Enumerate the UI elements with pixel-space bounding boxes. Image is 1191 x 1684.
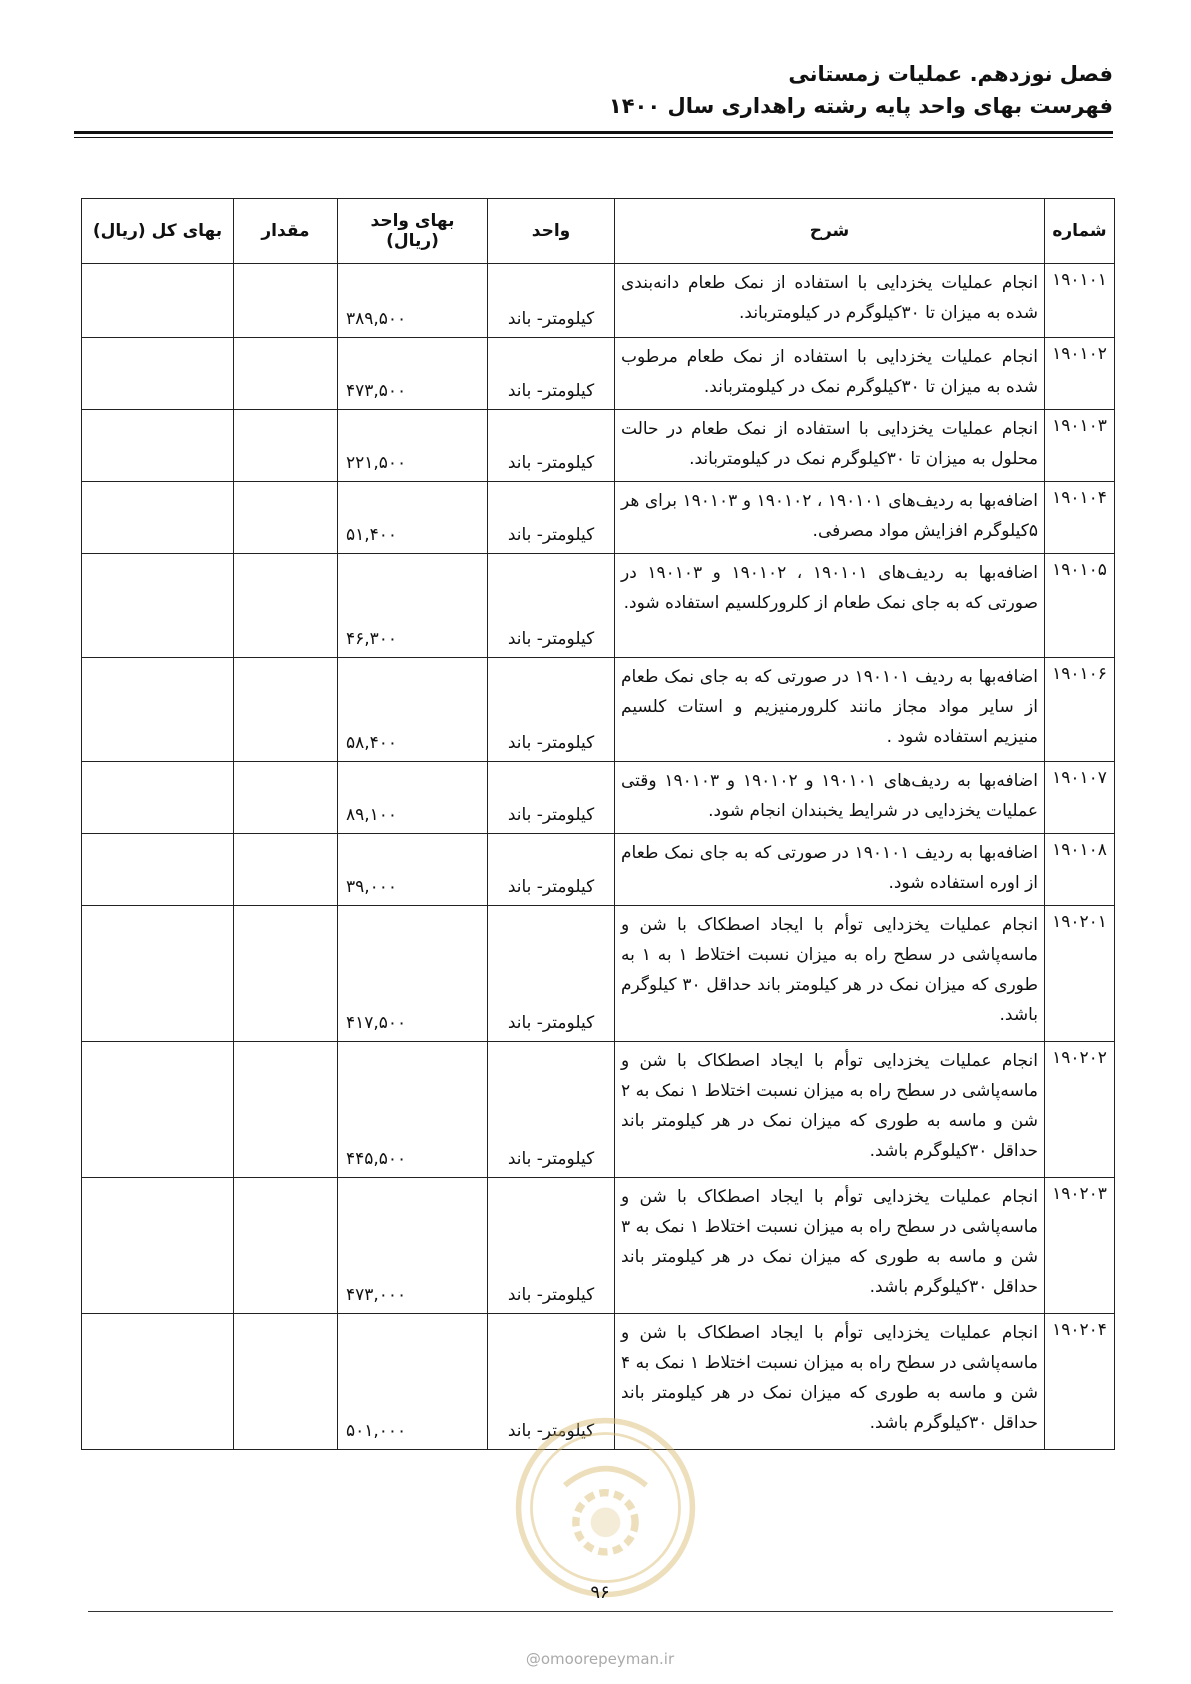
- row-total-price: [82, 338, 234, 410]
- table-row: [82, 264, 1115, 338]
- row-total-price: [82, 264, 234, 338]
- row-code: ۱۹۰۱۰۳: [1045, 410, 1115, 482]
- row-unit-price: ۵۰۱,۰۰۰: [338, 1314, 488, 1450]
- table-row: [82, 1042, 1115, 1178]
- header-unit: واحد: [488, 199, 615, 264]
- header-rule-thick: [74, 131, 1113, 134]
- row-total-price: [82, 554, 234, 658]
- row-total-price: [82, 658, 234, 762]
- chapter-title: فصل نوزدهم. عملیات زمستانی: [788, 62, 1113, 86]
- row-code: ۱۹۰۱۰۲: [1045, 338, 1115, 410]
- row-description: انجام عملیات یخزدایی با استفاده از نمک طعام مرطوب شده به میزان تا ۳۰کیلوگرم نمک در کیلومترباند.: [615, 338, 1045, 410]
- row-description: انجام عملیات یخزدایی توأم با ایجاد اصطکاک با شن و ماسه‌پاشی در سطح راه به میزان نسبت اختلاط ۱ نمک به ۲ شن و ماسه به طوری که میزان نمک در هر کیلومتر باند حداقل ۳۰کیلوگرم باشد.: [615, 1042, 1045, 1178]
- row-code: ۱۹۰۱۰۵: [1045, 554, 1115, 658]
- row-quantity: [234, 1178, 338, 1314]
- row-code: ۱۹۰۲۰۲: [1045, 1042, 1115, 1178]
- page-number: ۹۶: [590, 1582, 610, 1603]
- page-header: [73, 58, 1113, 122]
- row-code: ۱۹۰۱۰۶: [1045, 658, 1115, 762]
- row-unit: کیلومتر- باند: [488, 264, 615, 338]
- row-unit-price: ۴۶,۳۰۰: [338, 554, 488, 658]
- row-unit: کیلومتر- باند: [488, 1314, 615, 1450]
- row-unit: کیلومتر- باند: [488, 762, 615, 834]
- row-description: انجام عملیات یخزدایی توأم با ایجاد اصطکاک با شن و ماسه‌پاشی در سطح راه به میزان نسبت اختلاط ۱ نمک به ۴ شن و ماسه به طوری که میزان نمک در هر کیلومتر باند حداقل ۳۰کیلوگرم باشد.: [615, 1314, 1045, 1450]
- row-unit-price: ۴۷۳,۵۰۰: [338, 338, 488, 410]
- table-body: [82, 264, 1115, 1450]
- row-description: اضافه‌بها به ردیف‌های ۱۹۰۱۰۱ ، ۱۹۰۱۰۲ و ۱۹۰۱۰۳ در صورتی که به جای نمک طعام از کلرورکلسیم استفاده شود.: [615, 554, 1045, 658]
- row-description: انجام عملیات یخزدایی توأم با ایجاد اصطکاک با شن و ماسه‌پاشی در سطح راه به میزان نسبت اختلاط ۱ نمک به ۳ شن و ماسه به طوری که میزان نمک در هر کیلومتر باند حداقل ۳۰کیلوگرم باشد.: [615, 1178, 1045, 1314]
- row-unit: کیلومتر- باند: [488, 482, 615, 554]
- row-unit-price: ۳۹,۰۰۰: [338, 834, 488, 906]
- table-row: [82, 834, 1115, 906]
- row-unit-price: ۵۸,۴۰۰: [338, 658, 488, 762]
- row-code: ۱۹۰۱۰۴: [1045, 482, 1115, 554]
- row-unit-price: ۳۸۹,۵۰۰: [338, 264, 488, 338]
- row-quantity: [234, 906, 338, 1042]
- row-description: انجام عملیات یخزدایی با استفاده از نمک طعام دانه‌بندی شده به میزان تا ۳۰کیلوگرم در کیلومترباند.: [615, 264, 1045, 338]
- row-unit: کیلومتر- باند: [488, 410, 615, 482]
- header-description: شرح: [615, 199, 1045, 264]
- table-row: [82, 482, 1115, 554]
- row-description: انجام عملیات یخزدایی توأم با ایجاد اصطکاک با شن و ماسه‌پاشی در سطح راه به میزان نسبت اختلاط ۱ به ۱ به طوری که میزان نمک در هر کیلومتر باند حداقل ۳۰ کیلوگرم باشد.: [615, 906, 1045, 1042]
- row-unit: کیلومتر- باند: [488, 906, 615, 1042]
- row-unit-price: ۴۴۵,۵۰۰: [338, 1042, 488, 1178]
- row-unit: کیلومتر- باند: [488, 1042, 615, 1178]
- row-code: ۱۹۰۲۰۳: [1045, 1178, 1115, 1314]
- row-code: ۱۹۰۱۰۷: [1045, 762, 1115, 834]
- document-subtitle: فهرست بهای واحد پایه رشته راهداری سال ۱۴۰۰: [608, 94, 1113, 118]
- price-list-table: [81, 198, 1115, 1450]
- row-unit-price: ۴۱۷,۵۰۰: [338, 906, 488, 1042]
- table-row: [82, 762, 1115, 834]
- table-row: [82, 338, 1115, 410]
- table-row: [82, 1314, 1115, 1450]
- row-total-price: [82, 762, 234, 834]
- footer-rule: [88, 1611, 1113, 1612]
- row-code: ۱۹۰۱۰۱: [1045, 264, 1115, 338]
- row-quantity: [234, 410, 338, 482]
- row-total-price: [82, 834, 234, 906]
- row-description: اضافه‌بها به ردیف‌های ۱۹۰۱۰۱ و ۱۹۰۱۰۲ و ۱۹۰۱۰۳ وقتی عملیات یخزدایی در شرایط یخبندان انجام شود.: [615, 762, 1045, 834]
- row-quantity: [234, 1314, 338, 1450]
- row-quantity: [234, 658, 338, 762]
- header-rule-thin: [74, 137, 1113, 138]
- table-row: [82, 554, 1115, 658]
- header-unit-price: بهای واحد (ریال): [338, 199, 488, 264]
- row-description: اضافه‌بها به ردیف‌های ۱۹۰۱۰۱ ، ۱۹۰۱۰۲ و ۱۹۰۱۰۳ برای هر ۵کیلوگرم افزایش مواد مصرفی.: [615, 482, 1045, 554]
- row-quantity: [234, 1042, 338, 1178]
- row-unit: کیلومتر- باند: [488, 1178, 615, 1314]
- row-total-price: [82, 1042, 234, 1178]
- row-quantity: [234, 834, 338, 906]
- row-unit: کیلومتر- باند: [488, 554, 615, 658]
- row-total-price: [82, 1314, 234, 1450]
- table-row: [82, 906, 1115, 1042]
- row-description: انجام عملیات یخزدایی با استفاده از نمک طعام در حالت محلول به میزان تا ۳۰کیلوگرم نمک در کیلومترباند.: [615, 410, 1045, 482]
- row-unit: کیلومتر- باند: [488, 338, 615, 410]
- row-code: ۱۹۰۱۰۸: [1045, 834, 1115, 906]
- row-quantity: [234, 264, 338, 338]
- row-unit-price: ۴۷۳,۰۰۰: [338, 1178, 488, 1314]
- row-unit: کیلومتر- باند: [488, 658, 615, 762]
- row-unit-price: ۵۱,۴۰۰: [338, 482, 488, 554]
- table-row: [82, 658, 1115, 762]
- row-total-price: [82, 482, 234, 554]
- row-description: اضافه‌بها به ردیف ۱۹۰۱۰۱ در صورتی که به جای نمک طعام از اوره استفاده شود.: [615, 834, 1045, 906]
- table-header-row: [82, 199, 1115, 264]
- header-quantity: مقدار: [234, 199, 338, 264]
- table-row: [82, 410, 1115, 482]
- header-code: شماره: [1045, 199, 1115, 264]
- site-watermark-text: @omoorepeyman.ir: [525, 1650, 675, 1668]
- row-quantity: [234, 554, 338, 658]
- table-row: [82, 1178, 1115, 1314]
- row-code: ۱۹۰۲۰۴: [1045, 1314, 1115, 1450]
- header-total-price: بهای کل (ریال): [82, 199, 234, 264]
- row-total-price: [82, 410, 234, 482]
- row-description: اضافه‌بها به ردیف ۱۹۰۱۰۱ در صورتی که به جای نمک طعام از سایر مواد مجاز مانند کلرورمنیزیم و استات کلسیم منیزیم استفاده شود .: [615, 658, 1045, 762]
- row-quantity: [234, 482, 338, 554]
- row-total-price: [82, 906, 234, 1042]
- row-quantity: [234, 762, 338, 834]
- row-unit: کیلومتر- باند: [488, 834, 615, 906]
- row-total-price: [82, 1178, 234, 1314]
- row-unit-price: ۲۲۱,۵۰۰: [338, 410, 488, 482]
- row-quantity: [234, 338, 338, 410]
- row-unit-price: ۸۹,۱۰۰: [338, 762, 488, 834]
- row-code: ۱۹۰۲۰۱: [1045, 906, 1115, 1042]
